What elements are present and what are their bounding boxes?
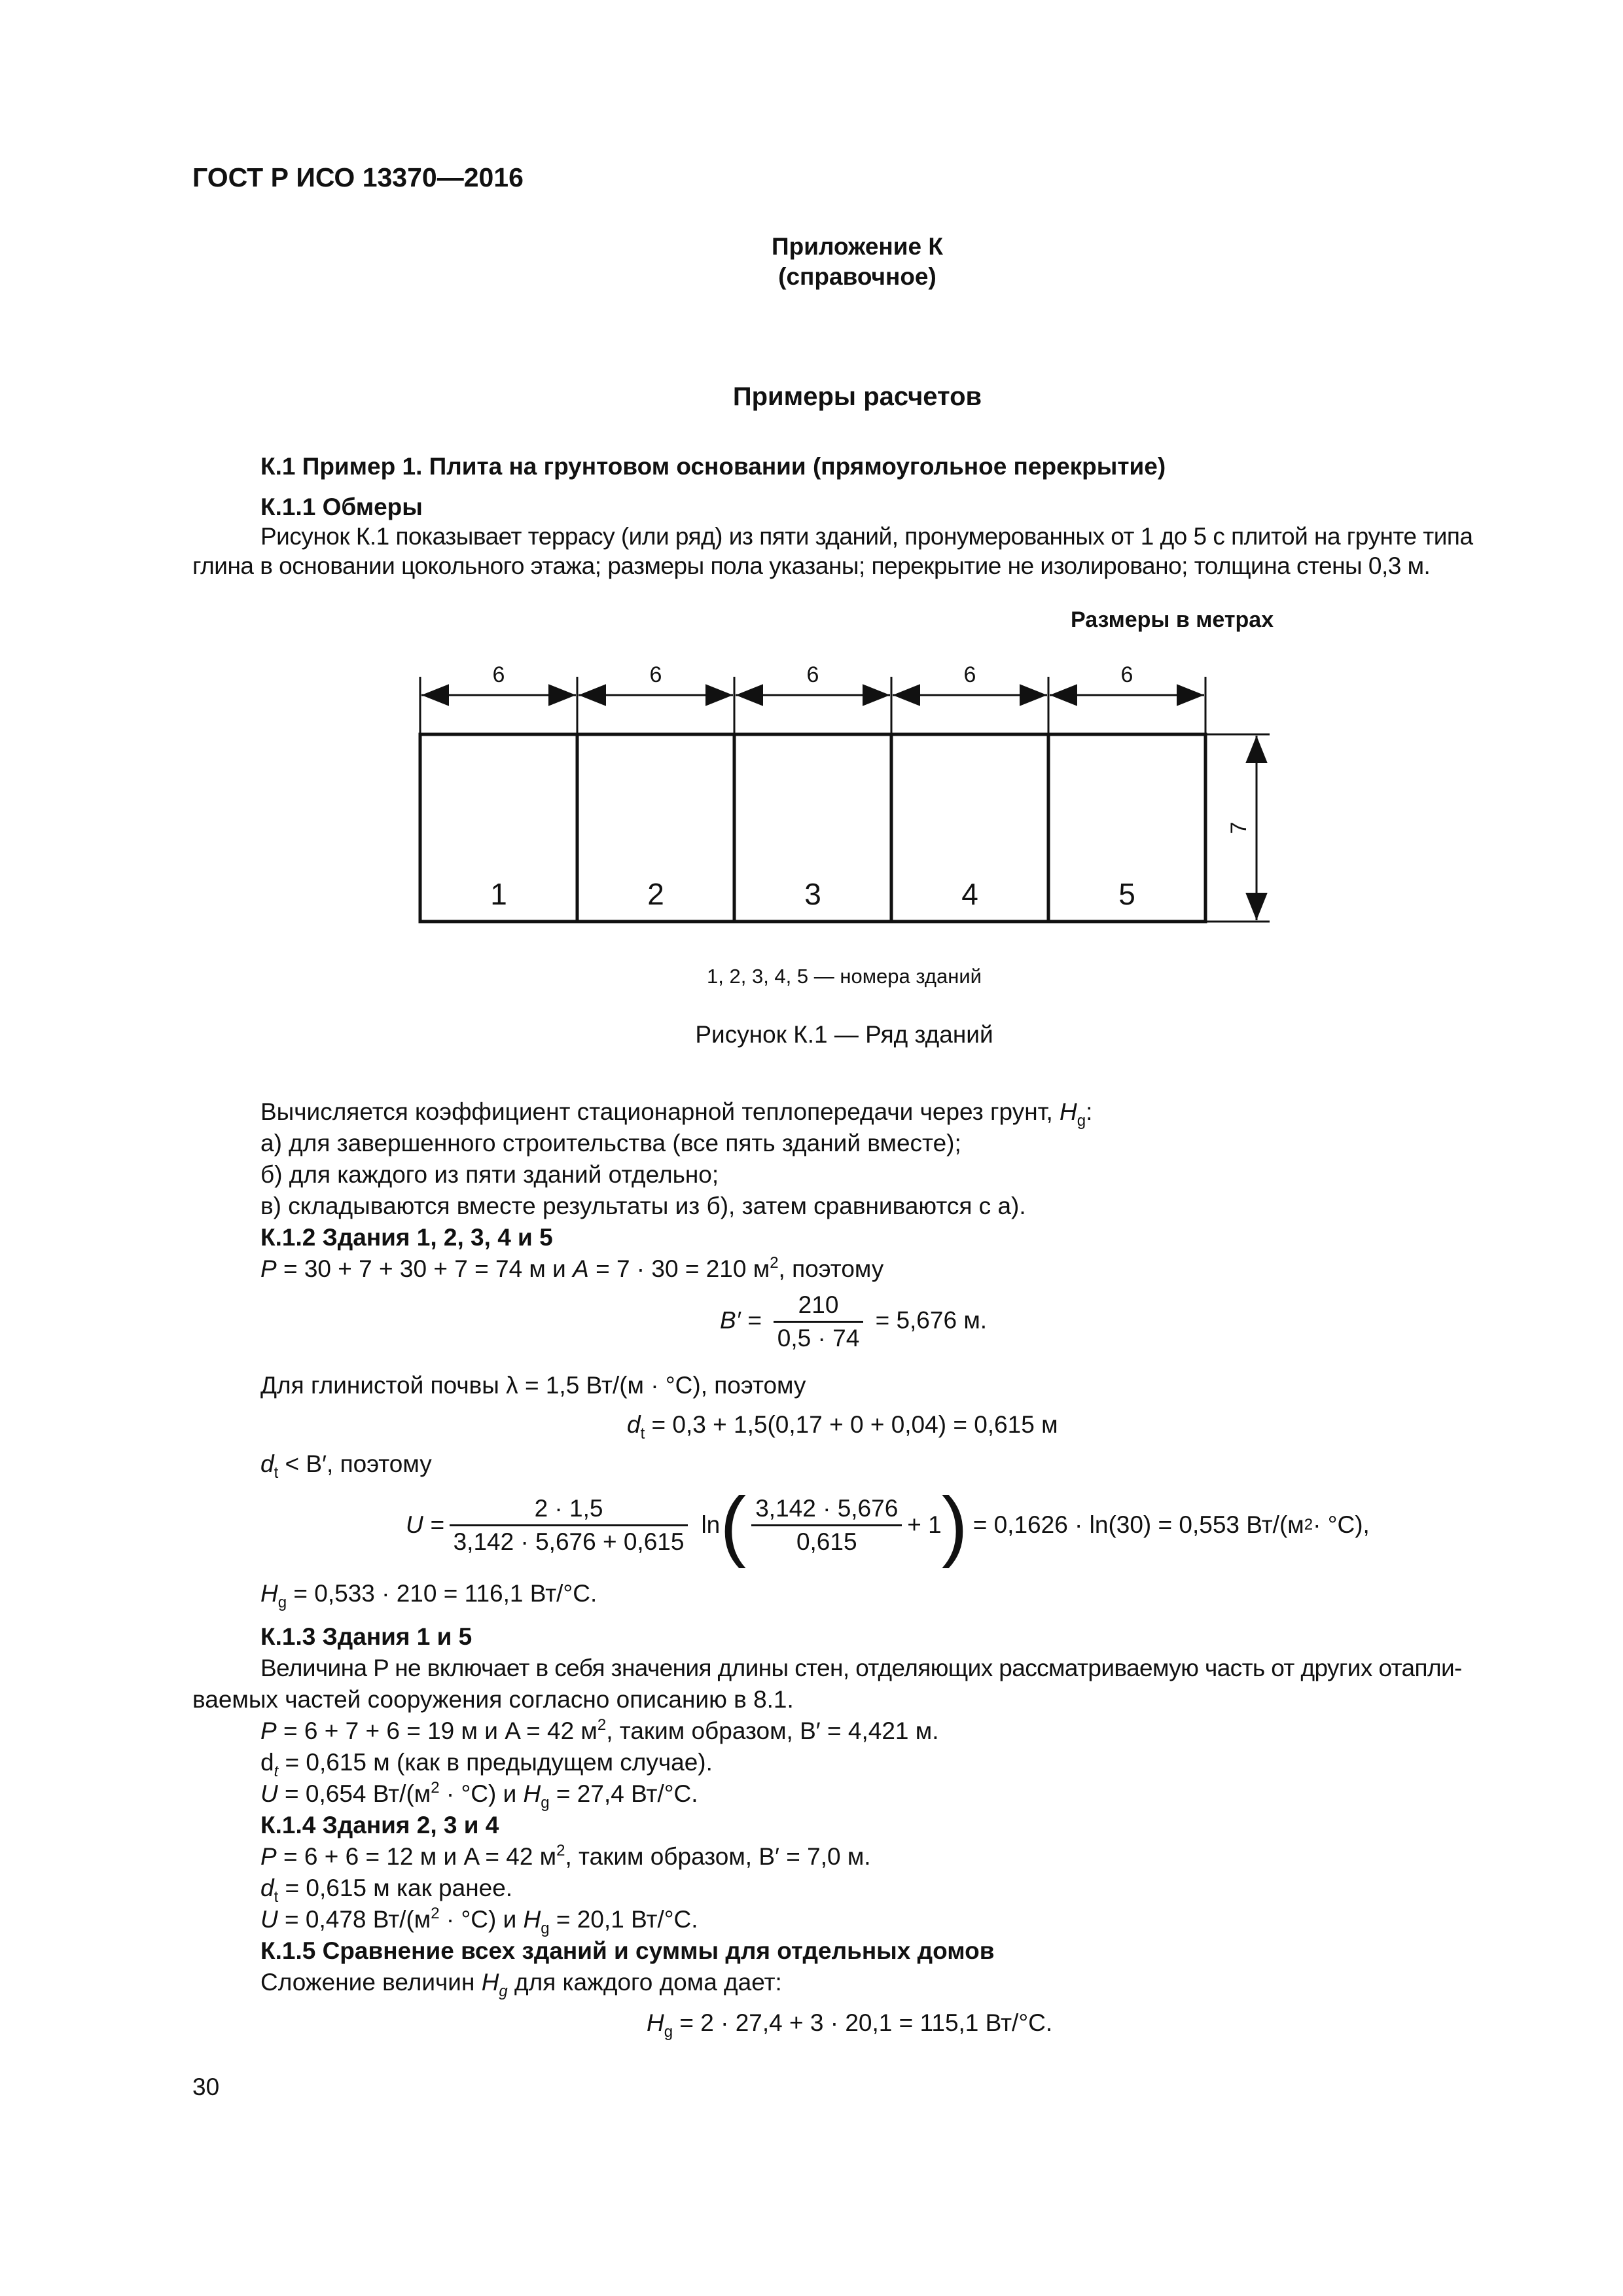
- k15-sum-formula: $H_g = 2 \cdot 27,4 + 3 \cdot 20,1 = 115,1$ Вт/°С.: [647, 2009, 1053, 2041]
- calc-item-c: в) складываются вместе результаты из б), затем сравниваются с а).: [260, 1193, 1026, 1219]
- appendix-subtitle: (справочное): [778, 263, 936, 290]
- k14-dt-line: $d_t = 0,615$ м как ранее.: [260, 1874, 513, 1906]
- building-number-3: 3: [804, 877, 821, 911]
- width-label-5: 6: [1120, 662, 1133, 687]
- k14-u-line: U = 0,478 $Вт/(м^2 \cdot ^\circ С)$ и $H_g = 20,1$ Вт/°С.: [260, 1905, 698, 1937]
- k12-u-formula: U = $\frac{2 \cdot 1,5}{3,142 \cdot 5,676 + 0,615}$ ln ( $\frac{3,142 \cdot 5,676}{0,615}$ + 1 ) = 0,1626 · ln(30) = 0,553 Вт/(м 2 · °С),: [406, 1481, 1370, 1569]
- depth-label: 7: [1226, 821, 1251, 834]
- building-number-4: 4: [961, 877, 978, 911]
- width-label-2: 6: [649, 662, 662, 687]
- figure-caption: Рисунок К.1 — Ряд зданий: [695, 1021, 993, 1048]
- k13-u-line: U = 0,654 $Вт/(м^2 \cdot ^\circ С)$ и $H_g = 27,4$ Вт/°С.: [260, 1779, 698, 1812]
- k15-heading: К.1.5 Сравнение всех зданий и суммы для отдельных домов: [260, 1937, 995, 1964]
- width-label-4: 6: [963, 662, 976, 687]
- standard-id: ГОСТ Р ИСО 13370—2016: [192, 162, 524, 192]
- building-number-1: 1: [490, 877, 507, 911]
- appendix-title: Приложение К: [772, 233, 943, 260]
- k11-heading: К.1.1 Обмеры: [260, 493, 423, 520]
- k1-heading: К.1 Пример 1. Плита на грунтовом основании (прямоугольное перекрытие): [260, 453, 1166, 480]
- extension-lines: [420, 677, 1270, 922]
- width-label-3: 6: [806, 662, 819, 687]
- figure-legend: 1, 2, 3, 4, 5 — номера зданий: [707, 965, 982, 988]
- k11-paragraph-line1: Рисунок К.1 показывает террасу (или ряд) из пяти зданий, пронумерованных от 1 до 5 с плитой на грунте типа: [260, 523, 1473, 550]
- units-note: Размеры в метрах: [1071, 607, 1274, 632]
- k15-sum-intro: Сложение величин $H_g$ для каждого дома дает:: [260, 1969, 782, 2000]
- k13-dt-line: $d_t = 0,615$ м (как в предыдущем случае).: [260, 1749, 713, 1780]
- k14-heading: К.1.4 Здания 2, 3 и 4: [260, 1812, 499, 1839]
- k12-perimeter-area: P = 30 + 7 + 30 + 7 = 74 м и A = 7 · 30 = 210 $м^2$, поэтому: [260, 1254, 884, 1282]
- buildings-figure: [406, 648, 1283, 929]
- k13-heading: К.1.3 Здания 1 и 5: [260, 1623, 473, 1650]
- k12-dt-formula: $d_t = 0,3 + 1,5(0,17 + 0 + 0,04) = 0,615$ м: [627, 1411, 1058, 1443]
- k12-clay-line: Для глинистой почвы λ = 1,5 Вт/(м · °С), поэтому: [260, 1372, 806, 1399]
- page-number: 30: [192, 2073, 220, 2100]
- k14-perimeter-line: P = 6 + 6 = 12 м и A = 42 $м^2$, таким образом, B′ = 7,0 м.: [260, 1842, 871, 1870]
- k12-dt-compare: $d_t < B'$, поэтому: [260, 1450, 432, 1482]
- calc-intro: Вычисляется коэффициент стационарной теплопередачи через грунт, $H_g$:: [260, 1098, 1093, 1130]
- k12-b-prime-formula: B′ = $\frac{210}{0,5 \cdot 74}$ = 5,676 м.: [720, 1291, 988, 1352]
- building-number-5: 5: [1118, 877, 1135, 911]
- k12-heading: К.1.2 Здания 1, 2, 3, 4 и 5: [260, 1224, 553, 1251]
- k13-paragraph-line2: ваемых частей сооружения согласно описанию в 8.1.: [192, 1686, 794, 1713]
- calc-item-b: б) для каждого из пяти зданий отдельно;: [260, 1161, 719, 1188]
- building-number-2: 2: [647, 877, 664, 911]
- k13-paragraph-line1: Величина P не включает в себя значения длины стен, отделяющих рассматриваемую часть от других отапли-: [260, 1655, 1462, 1681]
- k13-perimeter-line: P = 6 + 7 + 6 = 19 м и A = 42 $м^2$, таким образом, B′ = 4,421 м.: [260, 1716, 939, 1744]
- k12-hg-line: $H_g = 0,533 \cdot 210 = 116,1$ Вт/°С.: [260, 1580, 597, 1611]
- section-title: Примеры расчетов: [732, 382, 982, 411]
- k11-paragraph-line2: глина в основании цокольного этажа; размеры пола указаны; перекрытие не изолировано; толщина стены 0,3 м.: [192, 552, 1431, 579]
- calc-item-a: а) для завершенного строительства (все пять зданий вместе);: [260, 1130, 961, 1157]
- width-label-1: 6: [492, 662, 505, 687]
